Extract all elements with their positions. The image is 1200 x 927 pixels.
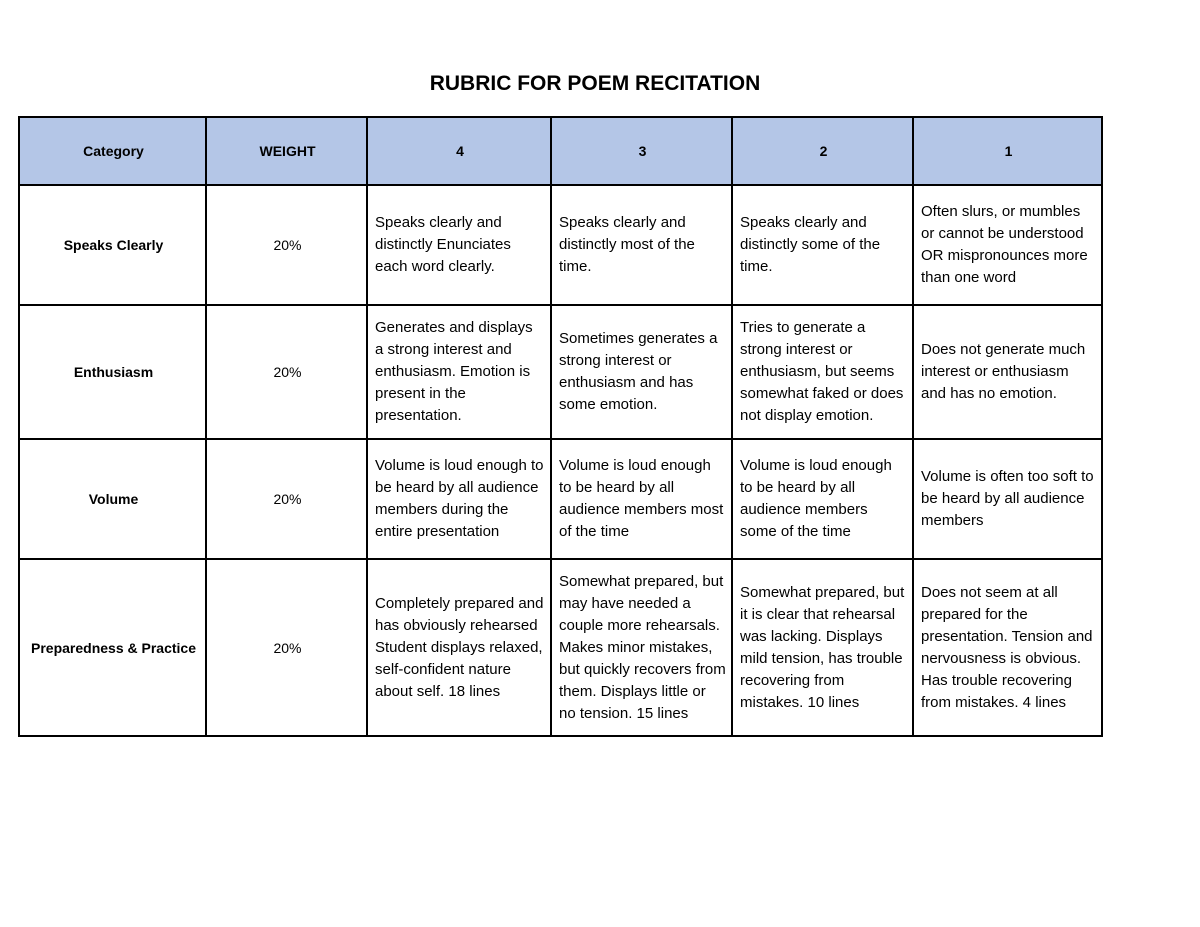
- header-weight: WEIGHT: [206, 117, 367, 185]
- cell-score-3: Speaks clearly and distinctly most of the time.: [551, 185, 732, 305]
- cell-score-1: Often slurs, or mumbles or cannot be understood OR mispronounces more than one word: [913, 185, 1102, 305]
- header-category: Category: [19, 117, 206, 185]
- cell-score-4: Completely prepared and has obviously rehearsed Student displays relaxed, self-confident nature about self. 18 lines: [367, 559, 551, 736]
- header-score-4: 4: [367, 117, 551, 185]
- cell-score-4: Volume is loud enough to be heard by all audience members during the entire presentation: [367, 439, 551, 559]
- header-score-2: 2: [732, 117, 913, 185]
- row-weight: 20%: [206, 439, 367, 559]
- page-title: RUBRIC FOR POEM RECITATION: [429, 72, 761, 95]
- row-category: Volume: [19, 439, 206, 559]
- header-row: [19, 117, 1102, 185]
- cell-score-3: Somewhat prepared, but may have needed a couple more rehearsals. Makes minor mistakes, but quickly recovers from them. Displays little or no tension. 15 lines: [551, 559, 732, 736]
- cell-score-1: Volume is often too soft to be heard by all audience members: [913, 439, 1102, 559]
- rubric-table: [18, 116, 1103, 737]
- header-score-1: 1: [913, 117, 1102, 185]
- table-row: [19, 185, 1102, 305]
- row-weight: 20%: [206, 185, 367, 305]
- row-category: Enthusiasm: [19, 305, 206, 439]
- cell-score-2: Tries to generate a strong interest or enthusiasm, but seems somewhat faked or does not display emotion.: [732, 305, 913, 439]
- cell-score-2: Somewhat prepared, but it is clear that rehearsal was lacking. Displays mild tension, has trouble recovering from mistakes. 10 lines: [732, 559, 913, 736]
- cell-score-3: Sometimes generates a strong interest or enthusiasm and has some emotion.: [551, 305, 732, 439]
- cell-score-1: Does not seem at all prepared for the presentation. Tension and nervousness is obvious. Has trouble recovering from mistakes. 4 lines: [913, 559, 1102, 736]
- cell-score-2: Volume is loud enough to be heard by all audience members some of the time: [732, 439, 913, 559]
- table-row: [19, 305, 1102, 439]
- row-category: Preparedness & Practice: [19, 559, 206, 736]
- row-weight: 20%: [206, 305, 367, 439]
- cell-score-4: Speaks clearly and distinctly Enunciates each word clearly.: [367, 185, 551, 305]
- table-row: [19, 439, 1102, 559]
- cell-score-2: Speaks clearly and distinctly some of the time.: [732, 185, 913, 305]
- row-category: Speaks Clearly: [19, 185, 206, 305]
- row-weight: 20%: [206, 559, 367, 736]
- cell-score-4: Generates and displays a strong interest and enthusiasm. Emotion is present in the presentation.: [367, 305, 551, 439]
- cell-score-3: Volume is loud enough to be heard by all audience members most of the time: [551, 439, 732, 559]
- header-score-3: 3: [551, 117, 732, 185]
- cell-score-1: Does not generate much interest or enthusiasm and has no emotion.: [913, 305, 1102, 439]
- table-row: [19, 559, 1102, 736]
